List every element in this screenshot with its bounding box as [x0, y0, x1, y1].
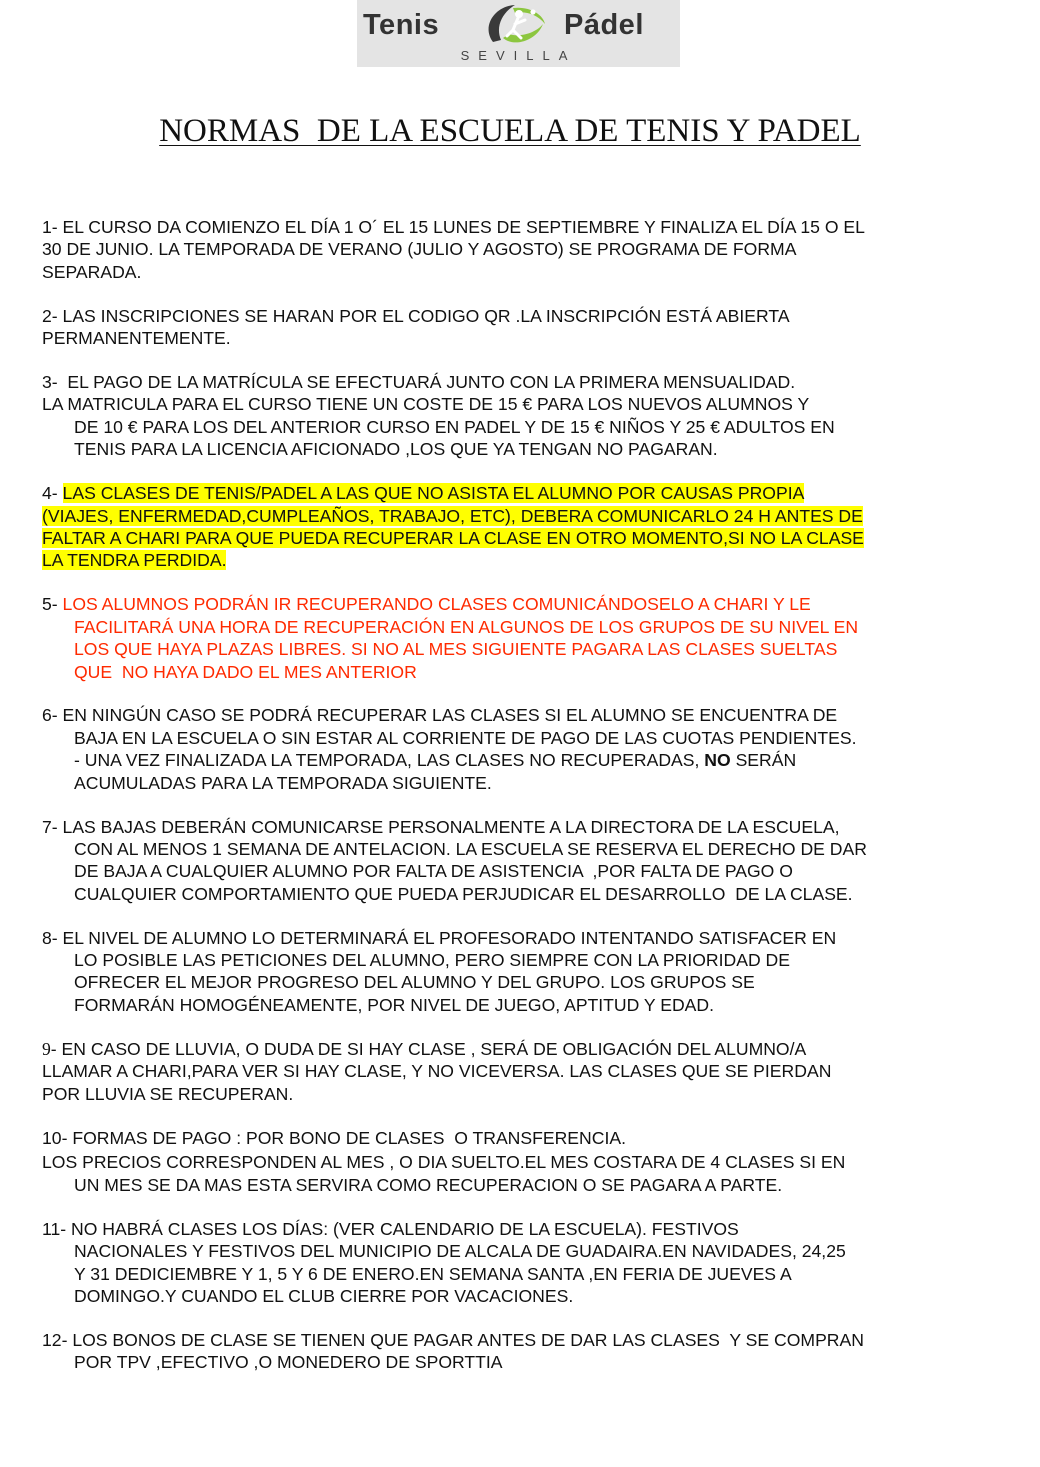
rule-8: [42, 927, 982, 1017]
rule-line: [42, 1038, 982, 1060]
rule-text: SERÁN: [730, 750, 797, 771]
rule-line: DOMINGO.Y CUANDO EL CLUB CIERRE POR VACACIONES.: [74, 1285, 574, 1306]
rule-line: LOS PRECIOS CORRESPONDEN AL MES , O DIA SUELTO.EL MES COSTARA DE 4 CLASES SI EN: [42, 1152, 846, 1173]
rule-3: [42, 371, 982, 461]
rule-10-prices: [42, 1151, 982, 1196]
rule-line: OFRECER EL MEJOR PROGRESO DEL ALUMNO Y DEL GRUPO. LOS GRUPOS SE: [74, 972, 755, 993]
rule-line: NACIONALES Y FESTIVOS DEL MUNICIPIO DE ALCALA DE GUADAIRA.EN NAVIDADES, 24,25: [74, 1241, 846, 1262]
rule-line: [42, 749, 982, 771]
rule-line: [42, 527, 982, 549]
rule-9: [42, 1038, 982, 1105]
rule-12: [42, 1329, 982, 1374]
red-text: LOS ALUMNOS PODRÁN IR RECUPERANDO CLASES COMUNICÁNDOSELO A CHARI Y LE: [62, 594, 811, 615]
rule-line: [42, 505, 982, 527]
rule-line: 8- EL NIVEL DE ALUMNO LO DETERMINARÁ EL PROFESORADO INTENTANDO SATISFACER EN: [42, 927, 837, 948]
rule-line: UN MES SE DA MAS ESTA SERVIRA COMO RECUPERACION O SE PAGARA A PARTE.: [74, 1174, 783, 1195]
rule-line: CON AL MENOS 1 SEMANA DE ANTELACION. LA ESCUELA SE RESERVA EL DERECHO DE DAR: [74, 838, 867, 859]
rule-line: LOS QUE HAYA PLAZAS LIBRES. SI NO AL MES SIGUIENTE PAGARA LAS CLASES SUELTAS: [74, 639, 838, 660]
rule-line: 11- NO HABRÁ CLASES LOS DÍAS: (VER CALENDARIO DE LA ESCUELA). FESTIVOS: [42, 1218, 739, 1239]
rule-line: FACILITARÁ UNA HORA DE RECUPERACIÓN EN ALGUNOS DE LOS GRUPOS DE SU NIVEL EN: [74, 616, 859, 637]
highlighted-text: (VIAJES, ENFERMEDAD,CUMPLEAÑOS, TRABAJO, ETC), DEBERA COMUNICARLO 24 H ANTES DE: [42, 505, 863, 526]
rule-line: LA MATRICULA PARA EL CURSO TIENE UN COSTE DE 15 € PARA LOS NUEVOS ALUMNOS Y: [42, 394, 810, 415]
rule-line: CUALQUIER COMPORTAMIENTO QUE PUEDA PERJUDICAR EL DESARROLLO DE LA CLASE.: [74, 883, 853, 904]
highlighted-text: FALTAR A CHARI PARA QUE PUEDA RECUPERAR LA CLASE EN OTRO MOMENTO,SI NO LA CLASE: [42, 527, 864, 548]
rule-line: FORMARÁN HOMOGÉNEAMENTE, POR NIVEL DE JUEGO, APTITUD Y EDAD.: [74, 994, 714, 1015]
club-logo: [357, 0, 680, 67]
rule-line: [42, 593, 982, 615]
rule-line: LO POSIBLE LAS PETICIONES DEL ALUMNO, PERO SIEMPRE CON LA PRIORIDAD DE: [74, 950, 790, 971]
rules-list: [42, 216, 982, 1395]
rule-line: DE 10 € PARA LOS DEL ANTERIOR CURSO EN PADEL Y DE 15 € NIÑOS Y 25 € ADULTOS EN: [74, 416, 835, 437]
logo-text-city: SEVILLA: [460, 48, 577, 63]
rule-line: DE BAJA A CUALQUIER ALUMNO POR FALTA DE ASISTENCIA ,POR FALTA DE PAGO O: [74, 861, 793, 882]
rule-line: 7- LAS BAJAS DEBERÁN COMUNICARSE PERSONALMENTE A LA DIRECTORA DE LA ESCUELA,: [42, 816, 840, 837]
rule-line: 1- EL CURSO DA COMIENZO EL DÍA 1 O´ EL 15 LUNES DE SEPTIEMBRE Y FINALIZA EL DÍA 15 O EL: [42, 217, 865, 237]
highlighted-text: LA TENDRA PERDIDA.: [42, 550, 227, 571]
rule-line: 12- LOS BONOS DE CLASE SE TIENEN QUE PAGAR ANTES DE DAR LAS CLASES Y SE COMPRAN: [42, 1329, 864, 1350]
logo-text-padel: Pádel: [564, 9, 644, 41]
rule-line: POR LLUVIA SE RECUPERAN.: [42, 1083, 294, 1104]
rule-5: [42, 593, 982, 683]
rule-6: [42, 704, 982, 794]
rule-11: [42, 1218, 982, 1308]
rule-line: SEPARADA.: [42, 261, 142, 282]
rule-number: 4-: [42, 483, 63, 504]
rule-line: [42, 549, 982, 571]
rule-text: - UNA VEZ FINALIZADA LA TEMPORADA, LAS CLASES NO RECUPERADAS,: [74, 750, 705, 771]
rule-line: [42, 482, 982, 504]
tennis-player-icon: [479, 2, 549, 48]
rule-number: 5-: [42, 594, 63, 615]
rule-line: TENIS PARA LA LICENCIA AFICIONADO ,LOS QUE YA TENGAN NO PAGARAN.: [74, 439, 718, 460]
rule-line: QUE NO HAYA DADO EL MES ANTERIOR: [74, 661, 417, 682]
rule-line: POR TPV ,EFECTIVO ,O MONEDERO DE SPORTTIA: [74, 1352, 503, 1373]
rule-line: PERMANENTEMENTE.: [42, 328, 231, 349]
rule-1: [42, 216, 982, 283]
logo-text-tenis: Tenis: [363, 9, 440, 41]
rule-line: ACUMULADAS PARA LA TEMPORADA SIGUIENTE.: [74, 772, 492, 793]
rule-10: [42, 1127, 982, 1149]
rule-4: [42, 482, 982, 572]
rule-7: [42, 816, 982, 906]
rule-line: 3- EL PAGO DE LA MATRÍCULA SE EFECTUARÁ JUNTO CON LA PRIMERA MENSUALIDAD.: [42, 372, 796, 393]
rule-line: 6- EN NINGÚN CASO SE PODRÁ RECUPERAR LAS CLASES SI EL ALUMNO SE ENCUENTRA DE: [42, 705, 838, 726]
rule-line: 10- FORMAS DE PAGO : POR BONO DE CLASES O TRANSFERENCIA.: [42, 1127, 626, 1148]
rule-line: LLAMAR A CHARI,PARA VER SI HAY CLASE, Y NO VICEVERSA. LAS CLASES QUE SE PIERDAN: [42, 1061, 832, 1082]
bold-text: NO: [704, 750, 731, 771]
rule-line: Y 31 DEDICIEMBRE Y 1, 5 Y 6 DE ENERO.EN SEMANA SANTA ,EN FERIA DE JUEVES A: [74, 1263, 792, 1284]
rule-line: 2- LAS INSCRIPCIONES SE HARAN POR EL CODIGO QR .LA INSCRIPCIÓN ESTÁ ABIERTA: [42, 305, 790, 326]
document-title: NORMAS DE LA ESCUELA DE TENIS Y PADEL: [159, 113, 861, 149]
rule-text: - EN CASO DE LLUVIA, O DUDA DE SI HAY CLASE , SERÁ DE OBLIGACIÓN DEL ALUMNO/A: [50, 1038, 807, 1059]
rule-line: 30 DE JUNIO. LA TEMPORADA DE VERANO (JULIO Y AGOSTO) SE PROGRAMA DE FORMA: [42, 239, 797, 260]
rule-line: BAJA EN LA ESCUELA O SIN ESTAR AL CORRIENTE DE PAGO DE LAS CUOTAS PENDIENTES.: [74, 727, 857, 748]
rule-number: 9: [42, 1038, 51, 1059]
rule-2: [42, 305, 982, 350]
highlighted-text: LAS CLASES DE TENIS/PADEL A LAS QUE NO ASISTA EL ALUMNO POR CAUSAS PROPIA: [62, 483, 805, 504]
